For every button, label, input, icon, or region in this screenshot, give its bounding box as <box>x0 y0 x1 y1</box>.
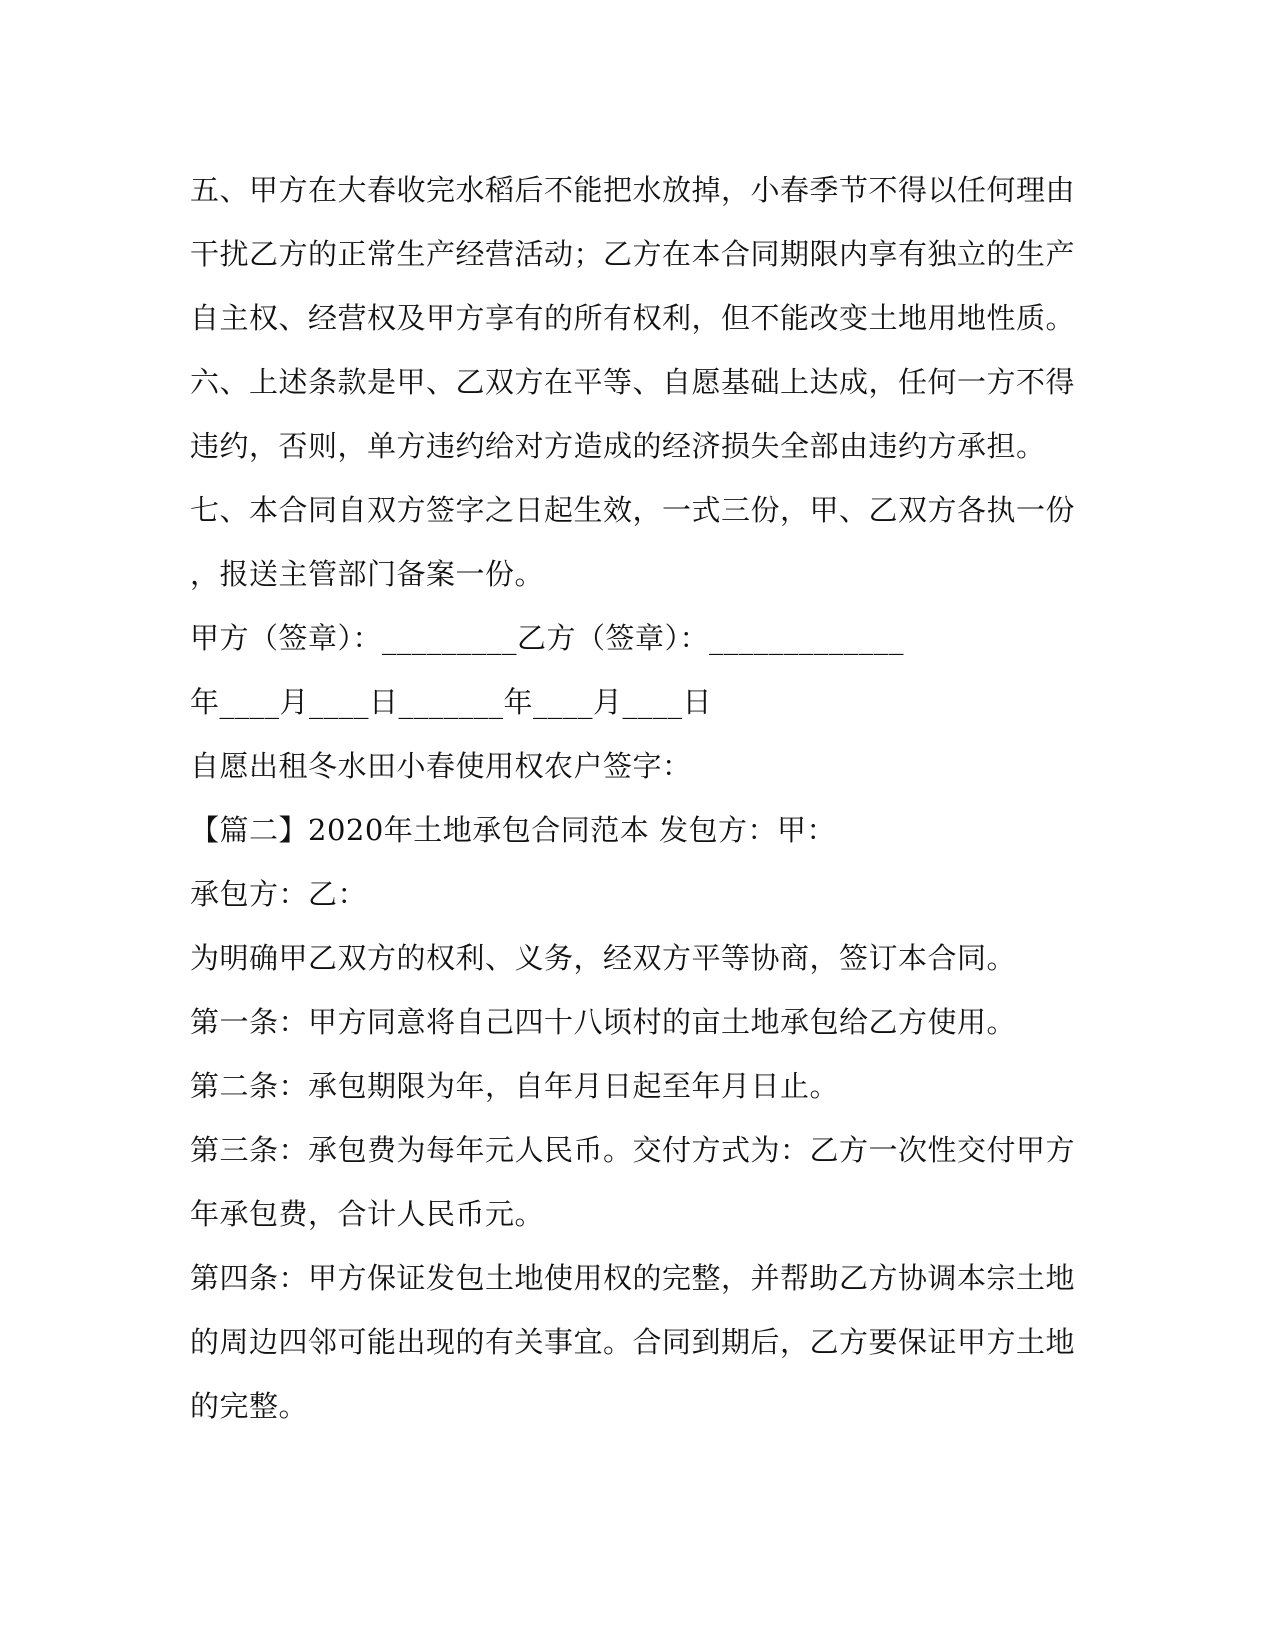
section-heading: 【篇二】2020年土地承包合同范本 发包方：甲： <box>190 813 837 847</box>
text-line-15: 第二条：承包期限为年，自年月日起至年月日止。 <box>190 1069 840 1103</box>
text-line-10: 自愿出租冬水田小春使用权农户签字： <box>190 749 692 783</box>
document-body <box>190 158 1076 1438</box>
date-line: 年____月____日_______年____月____日 <box>190 685 713 719</box>
text-line-20: 的完整。 <box>190 1389 309 1423</box>
text-line-2: 干扰乙方的正常生产经营活动；乙方在本合同期限内享有独立的生产 <box>190 237 1076 271</box>
text-line-3: 自主权、经营权及甲方享有的所有权利，但不能改变土地用地性质。 <box>190 301 1076 335</box>
text-line-6: 七、本合同自双方签字之日起生效，一式三份，甲、乙双方各执一份 <box>190 493 1076 527</box>
text-line-17: 年承包费，合计人民币元。 <box>190 1197 545 1231</box>
text-line-14: 第一条：甲方同意将自己四十八顷村的亩土地承包给乙方使用。 <box>190 1005 1017 1039</box>
text-line-16: 第三条：承包费为每年元人民币。交付方式为：乙方一次性交付甲方 <box>190 1133 1076 1167</box>
text-line-5: 违约，否则，单方违约给对方造成的经济损失全部由违约方承担。 <box>190 429 1046 463</box>
signature-line: 甲方（签章）：_________乙方（签章）：_____________ <box>190 621 905 655</box>
text-line-19: 的周边四邻可能出现的有关事宜。合同到期后，乙方要保证甲方土地 <box>190 1325 1076 1359</box>
text-line-7: ，报送主管部门备案一份。 <box>190 557 545 591</box>
text-line-4: 六、上述条款是甲、乙双方在平等、自愿基础上达成，任何一方不得 <box>190 365 1076 399</box>
text-line-12: 承包方：乙： <box>190 877 368 911</box>
text-line-13: 为明确甲乙双方的权利、义务，经双方平等协商，签订本合同。 <box>190 941 1017 975</box>
text-line-18: 第四条：甲方保证发包土地使用权的完整，并帮助乙方协调本宗土地 <box>190 1261 1076 1295</box>
text-line-1: 五、甲方在大春收完水稻后不能把水放掉，小春季节不得以任何理由 <box>190 173 1076 207</box>
